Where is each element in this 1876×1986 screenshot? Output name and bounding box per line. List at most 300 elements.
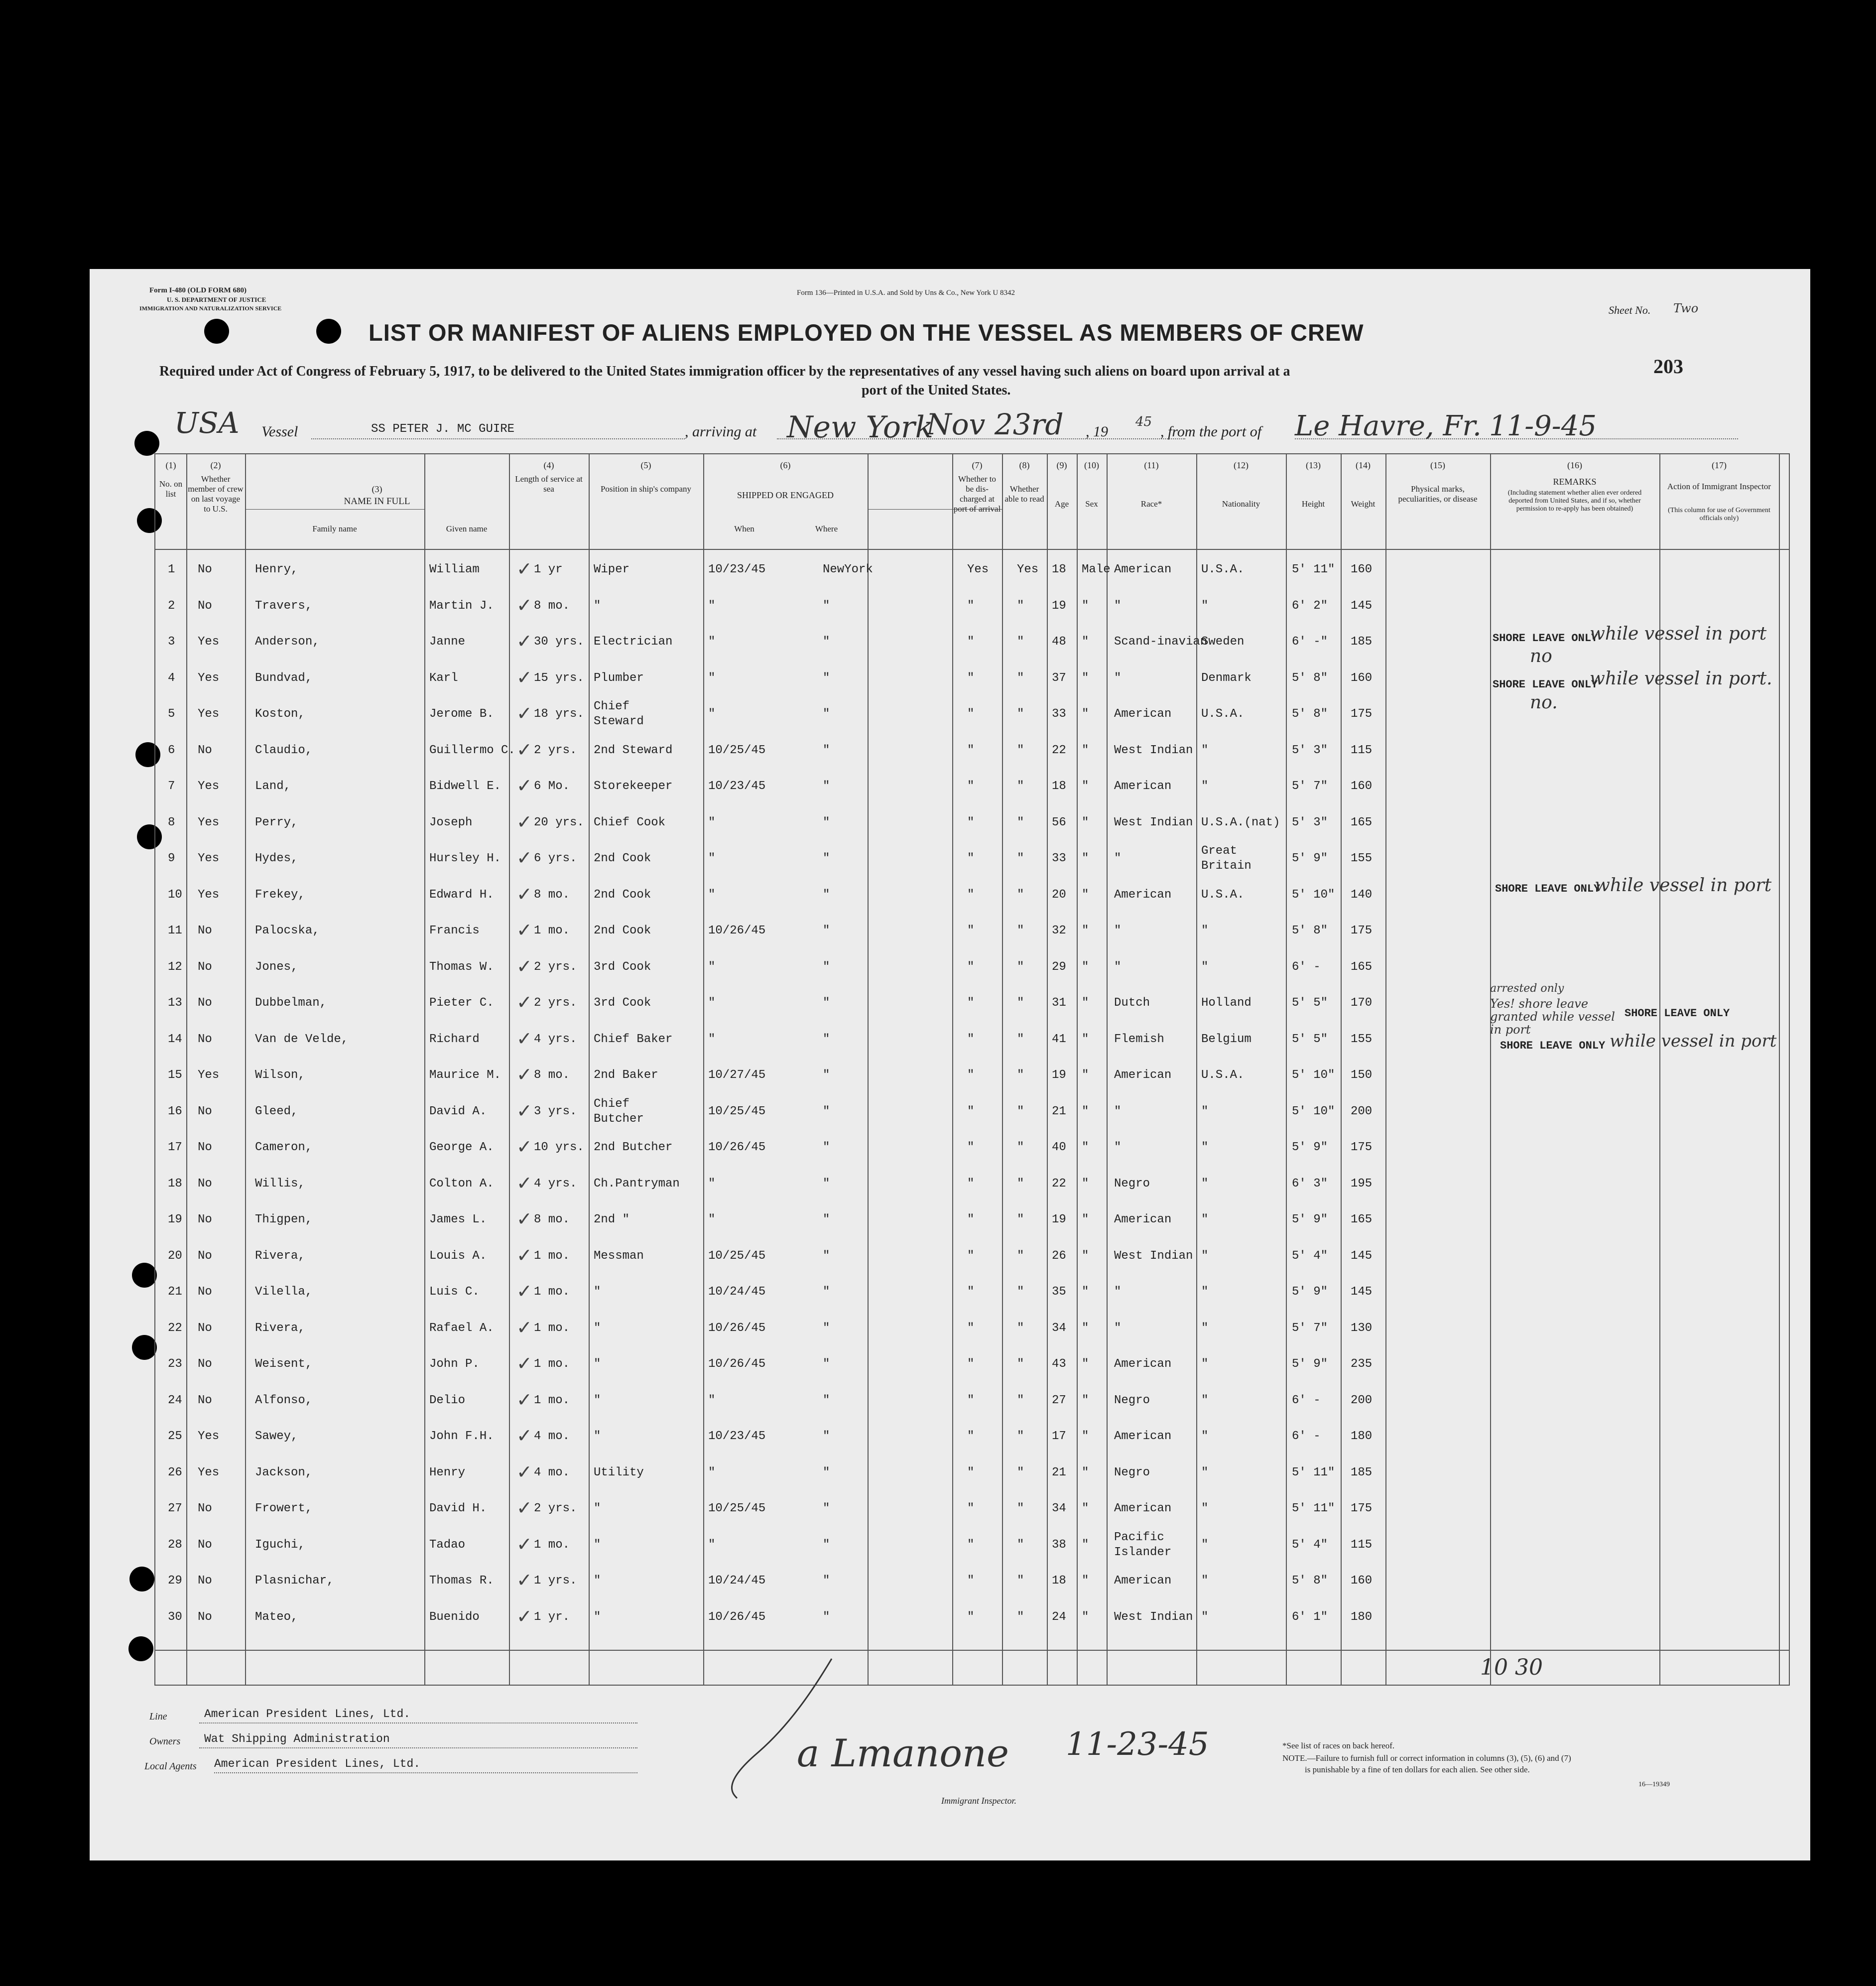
nationality-cell: "	[1201, 1285, 1209, 1299]
race-cell: "	[1114, 671, 1122, 685]
table-row	[155, 1313, 1789, 1348]
header-weight: Weight	[1351, 499, 1376, 509]
row-number: 21	[168, 1285, 182, 1299]
row-number: 7	[168, 780, 175, 793]
position-cell: Plumber	[594, 671, 644, 685]
row-number: 24	[168, 1393, 182, 1407]
race-cell: "	[1114, 924, 1122, 937]
given-name-cell: Delio	[429, 1393, 466, 1407]
check-mark-icon: ✓	[516, 775, 532, 796]
table-row	[155, 735, 1789, 771]
header-race: Race*	[1140, 499, 1162, 509]
position-cell: 2nd Cook	[594, 924, 651, 937]
service-cell: 1 mo.	[534, 1538, 570, 1552]
family-name-cell: Thigpen,	[255, 1213, 313, 1226]
crew-table	[154, 453, 1790, 1686]
position-cell: "	[594, 1610, 601, 1624]
age-cell: 18	[1052, 1574, 1066, 1588]
service-cell: 4 yrs.	[534, 1032, 577, 1046]
service-cell: 1 mo.	[534, 1357, 570, 1371]
race-cell: Dutch	[1114, 996, 1150, 1010]
race-cell: American	[1114, 1357, 1172, 1371]
height-cell: 5' 10"	[1292, 1104, 1335, 1118]
table-row	[155, 1168, 1789, 1204]
signature-date: 11-23-45	[1066, 1726, 1209, 1763]
race-cell: Negro	[1114, 1177, 1150, 1191]
col-number: (1)	[165, 460, 176, 470]
row-number: 13	[168, 996, 182, 1010]
race-cell: West Indian	[1114, 1610, 1193, 1624]
given-name-cell: Janne	[429, 635, 466, 649]
family-name-cell: Iguchi,	[255, 1538, 305, 1552]
remarks-row-13-typed: SHORE LEAVE ONLY	[1625, 1007, 1730, 1020]
given-name-cell: George A.	[429, 1141, 494, 1154]
when-cell: "	[708, 960, 716, 974]
table-row	[155, 1204, 1789, 1240]
discharged-cell: "	[967, 1393, 975, 1407]
age-cell: 35	[1052, 1285, 1066, 1299]
table-row	[155, 1276, 1789, 1312]
discharged-cell: "	[967, 599, 975, 613]
where-cell: "	[823, 1213, 830, 1226]
when-cell: 10/27/45	[708, 1068, 766, 1082]
table-row	[155, 915, 1789, 951]
nationality-cell: "	[1201, 924, 1209, 937]
read-cell: "	[1017, 1465, 1024, 1479]
family-name-cell: Cameron,	[255, 1141, 313, 1154]
sex-cell: "	[1082, 1465, 1089, 1479]
remarks-row-9-handwritten: while vessel in port	[1595, 875, 1772, 896]
discharged-cell: "	[967, 743, 975, 757]
family-name-cell: Alfonso,	[255, 1393, 313, 1407]
height-cell: 6' 3"	[1292, 1177, 1328, 1191]
member-cell: Yes	[198, 671, 220, 685]
member-cell: No	[198, 1393, 212, 1407]
position-cell: Storekeeper	[594, 780, 673, 793]
nationality-cell: "	[1201, 960, 1209, 974]
position-cell: "	[594, 1502, 601, 1515]
nationality-cell: Denmark	[1201, 671, 1251, 685]
sex-cell: "	[1082, 1068, 1089, 1082]
given-name-cell: Thomas R.	[429, 1574, 494, 1588]
check-mark-icon: ✓	[516, 630, 532, 652]
where-cell: "	[823, 1249, 830, 1263]
age-cell: 18	[1052, 563, 1066, 576]
service-cell: 1 mo.	[534, 924, 570, 937]
punch-hole	[128, 1636, 153, 1661]
family-name-cell: Henry,	[255, 563, 298, 576]
read-cell: "	[1017, 1177, 1024, 1191]
service-cell: 4 mo.	[534, 1465, 570, 1479]
check-mark-icon: ✓	[516, 1460, 532, 1483]
header-action: Action of Immigrant Inspector	[1667, 482, 1771, 491]
table-row	[155, 1240, 1789, 1276]
col-number: (3)	[372, 484, 382, 494]
member-cell: Yes	[198, 888, 220, 902]
weight-cell: 160	[1351, 563, 1373, 576]
read-cell: "	[1017, 1213, 1024, 1226]
sex-cell: "	[1082, 743, 1089, 757]
discharged-cell: Yes	[967, 563, 989, 576]
table-row	[155, 843, 1789, 879]
age-cell: 38	[1052, 1538, 1066, 1552]
read-cell: "	[1017, 996, 1024, 1010]
age-cell: 33	[1052, 852, 1066, 865]
sex-cell: "	[1082, 1213, 1089, 1226]
height-cell: 5' 8"	[1292, 707, 1328, 721]
nationality-cell: U.S.A.(nat)	[1201, 815, 1280, 829]
nationality-cell: "	[1201, 743, 1209, 757]
nationality-cell: "	[1201, 1213, 1209, 1226]
when-cell: 10/25/45	[708, 1502, 766, 1515]
remarks-row-3-typed: SHORE LEAVE ONLY	[1493, 632, 1598, 645]
when-cell: 10/25/45	[708, 1104, 766, 1118]
age-cell: 19	[1052, 1068, 1066, 1082]
race-cell: American	[1114, 1574, 1172, 1588]
age-cell: 17	[1052, 1430, 1066, 1443]
weight-cell: 160	[1351, 671, 1373, 685]
nationality-cell: "	[1201, 1538, 1209, 1552]
member-cell: No	[198, 1213, 212, 1226]
given-name-cell: Louis A.	[429, 1249, 487, 1263]
member-cell: Yes	[198, 852, 220, 865]
position-cell: "	[594, 1357, 601, 1371]
member-cell: No	[198, 599, 212, 613]
member-cell: No	[198, 1249, 212, 1263]
row-number: 8	[168, 815, 175, 829]
position-cell: Wiper	[594, 563, 630, 576]
age-cell: 26	[1052, 1249, 1066, 1263]
nationality-cell: "	[1201, 1177, 1209, 1191]
height-cell: 6' -	[1292, 1430, 1321, 1443]
given-name-cell: Karl	[429, 671, 458, 685]
sex-cell: "	[1082, 960, 1089, 974]
discharged-cell: "	[967, 1213, 975, 1226]
signature-flourish	[727, 1654, 837, 1803]
check-mark-icon: ✓	[516, 1425, 532, 1447]
remarks-row-13-handwritten: Yes! shore leave granted while vessel in port	[1490, 997, 1615, 1037]
row-number: 27	[168, 1502, 182, 1515]
when-cell: 10/23/45	[708, 780, 766, 793]
col-number: (16)	[1567, 460, 1582, 470]
inspector-label: Immigrant Inspector.	[941, 1796, 1016, 1806]
where-cell: "	[823, 996, 830, 1010]
where-cell: "	[823, 671, 830, 685]
given-name-cell: Jerome B.	[429, 707, 494, 721]
read-cell: "	[1017, 1104, 1024, 1118]
age-cell: 21	[1052, 1465, 1066, 1479]
position-cell: 2nd Steward	[594, 743, 673, 757]
table-row	[155, 1601, 1789, 1637]
weight-cell: 165	[1351, 960, 1373, 974]
member-cell: Yes	[198, 707, 220, 721]
read-cell: "	[1017, 671, 1024, 685]
height-cell: 5' 8"	[1292, 924, 1328, 937]
height-cell: 6' 1"	[1292, 1610, 1328, 1624]
service-cell: 8 mo.	[534, 599, 570, 613]
age-cell: 22	[1052, 1177, 1066, 1191]
sheet-number: Two	[1673, 301, 1699, 315]
position-cell: Messman	[594, 1249, 644, 1263]
family-name-cell: Palocska,	[255, 924, 320, 937]
family-name-cell: Koston,	[255, 707, 305, 721]
discharged-cell: "	[967, 1502, 975, 1515]
when-cell: "	[708, 671, 716, 685]
nationality-cell: U.S.A.	[1201, 707, 1245, 721]
read-cell: "	[1017, 888, 1024, 902]
race-cell: West Indian	[1114, 743, 1193, 757]
position-cell: 2nd Cook	[594, 852, 651, 865]
row-number: 22	[168, 1321, 182, 1335]
check-mark-icon: ✓	[516, 558, 532, 580]
height-cell: 6' -	[1292, 1393, 1321, 1407]
check-mark-icon: ✓	[516, 1063, 532, 1085]
sex-cell: "	[1082, 1430, 1089, 1443]
check-mark-icon: ✓	[516, 1172, 532, 1194]
weight-cell: 160	[1351, 780, 1373, 793]
where-cell: "	[823, 1177, 830, 1191]
member-cell: Yes	[198, 1430, 220, 1443]
when-cell: "	[708, 1213, 716, 1226]
read-cell: Yes	[1017, 563, 1039, 576]
check-mark-icon: ✓	[516, 666, 532, 688]
nationality-cell: U.S.A.	[1201, 888, 1245, 902]
discharged-cell: "	[967, 1249, 975, 1263]
header-nationality: Nationality	[1222, 499, 1260, 509]
check-mark-icon: ✓	[516, 1208, 532, 1230]
service-cell: 18 yrs.	[534, 707, 584, 721]
header-member: Whether member of crew on last voyage to U.S.	[188, 474, 244, 514]
when-cell: 10/23/45	[708, 1430, 766, 1443]
where-cell: "	[823, 1357, 830, 1371]
race-cell: American	[1114, 780, 1172, 793]
race-cell: West Indian	[1114, 815, 1193, 829]
discharged-cell: "	[967, 1574, 975, 1588]
nationality-cell: "	[1201, 599, 1209, 613]
margin-note: USA	[174, 406, 240, 440]
row-number: 9	[168, 852, 175, 865]
where-cell: "	[823, 1032, 830, 1046]
family-name-cell: Wilson,	[255, 1068, 305, 1082]
height-cell: 6' -"	[1292, 635, 1328, 649]
read-cell: "	[1017, 1321, 1024, 1335]
discharged-cell: "	[967, 996, 975, 1010]
position-cell: Utility	[594, 1465, 644, 1479]
member-cell: No	[198, 1032, 212, 1046]
age-cell: 32	[1052, 924, 1066, 937]
check-mark-icon: ✓	[516, 1280, 532, 1302]
when-cell: 10/24/45	[708, 1285, 766, 1299]
discharged-cell: "	[967, 1538, 975, 1552]
position-cell: Chief Baker	[594, 1032, 673, 1046]
sex-cell: "	[1082, 599, 1089, 613]
punch-hole	[132, 1335, 157, 1360]
weight-cell: 180	[1351, 1430, 1373, 1443]
discharged-cell: "	[967, 671, 975, 685]
discharged-cell: "	[967, 635, 975, 649]
service-cell: 1 mo.	[534, 1321, 570, 1335]
where-cell: "	[823, 1393, 830, 1407]
race-cell: Scand-inavian	[1114, 635, 1208, 649]
col-number: (4)	[543, 460, 554, 470]
when-cell: "	[708, 1032, 716, 1046]
given-name-cell: Rafael A.	[429, 1321, 494, 1335]
height-cell: 5' 8"	[1292, 671, 1328, 685]
table-row	[155, 807, 1789, 843]
row-number: 23	[168, 1357, 182, 1371]
header-action-note: (This column for use of Government officials only)	[1668, 507, 1770, 522]
height-cell: 5' 9"	[1292, 1141, 1328, 1154]
where-cell: "	[823, 1285, 830, 1299]
table-row	[155, 1059, 1789, 1095]
member-cell: No	[198, 1321, 212, 1335]
table-row	[155, 1348, 1789, 1384]
service-cell: 8 mo.	[534, 888, 570, 902]
remarks-row-3-no: no	[1530, 646, 1552, 666]
when-cell: 10/24/45	[708, 1574, 766, 1588]
when-cell: 10/25/45	[708, 1249, 766, 1263]
weight-cell: 115	[1351, 743, 1373, 757]
given-name-cell: Guillermo C.	[429, 743, 515, 757]
owners-value: Wat Shipping Administration	[204, 1732, 390, 1745]
given-name-cell: Thomas W.	[429, 960, 494, 974]
age-cell: 40	[1052, 1141, 1066, 1154]
col-number: (5)	[640, 460, 651, 470]
header-no-on-list: No. on list	[159, 479, 183, 499]
read-cell: "	[1017, 1610, 1024, 1624]
family-name-cell: Sawey,	[255, 1430, 298, 1443]
nationality-cell: "	[1201, 1104, 1209, 1118]
when-cell: "	[708, 1393, 716, 1407]
discharged-cell: "	[967, 888, 975, 902]
discharged-cell: "	[967, 707, 975, 721]
height-cell: 5' 11"	[1292, 563, 1335, 576]
where-cell: "	[823, 815, 830, 829]
when-cell: 10/23/45	[708, 563, 766, 576]
height-cell: 5' 7"	[1292, 780, 1328, 793]
col-number: (9)	[1056, 460, 1067, 470]
row-number: 16	[168, 1104, 182, 1118]
when-cell: "	[708, 1177, 716, 1191]
service-cell: 1 yrs.	[534, 1574, 577, 1588]
member-cell: No	[198, 1177, 212, 1191]
read-cell: "	[1017, 1249, 1024, 1263]
discharged-cell: "	[967, 1141, 975, 1154]
table-row	[155, 1493, 1789, 1529]
weight-cell: 175	[1351, 1502, 1373, 1515]
given-name-cell: Bidwell E.	[429, 780, 501, 793]
race-cell: Pacific Islander	[1114, 1530, 1172, 1559]
sex-cell: "	[1082, 780, 1089, 793]
row-number: 14	[168, 1032, 182, 1046]
weight-cell: 115	[1351, 1538, 1373, 1552]
check-mark-icon: ✓	[516, 955, 532, 977]
vessel-label: Vessel	[261, 423, 298, 440]
when-cell: "	[708, 635, 716, 649]
age-cell: 19	[1052, 599, 1066, 613]
nationality-cell: "	[1201, 1610, 1209, 1624]
read-cell: "	[1017, 743, 1024, 757]
weight-cell: 175	[1351, 924, 1373, 937]
weight-cell: 175	[1351, 1141, 1373, 1154]
service-cell: 4 yrs.	[534, 1177, 577, 1191]
height-cell: 5' 7"	[1292, 1321, 1328, 1335]
family-name-cell: Rivera,	[255, 1249, 305, 1263]
discharged-cell: "	[967, 1430, 975, 1443]
age-cell: 34	[1052, 1321, 1066, 1335]
service-cell: 1 yr	[534, 563, 563, 576]
nationality-cell: "	[1201, 1502, 1209, 1515]
position-cell: "	[594, 1321, 601, 1335]
arriving-label: , arriving at	[685, 423, 757, 440]
read-cell: "	[1017, 1502, 1024, 1515]
height-cell: 6' -	[1292, 960, 1321, 974]
read-cell: "	[1017, 1141, 1024, 1154]
col-number: (15)	[1430, 460, 1445, 470]
member-cell: No	[198, 1141, 212, 1154]
race-note: *See list of races on back hereof.	[1282, 1741, 1395, 1750]
col-number: (14)	[1356, 460, 1371, 470]
age-cell: 27	[1052, 1393, 1066, 1407]
weight-cell: 160	[1351, 1574, 1373, 1588]
height-cell: 5' 10"	[1292, 1068, 1335, 1082]
position-cell: Chief Butcher	[594, 1097, 644, 1126]
from-port: Le Havre, Fr.	[1295, 410, 1482, 442]
height-cell: 5' 10"	[1292, 888, 1335, 902]
sex-cell: "	[1082, 1177, 1089, 1191]
weight-cell: 165	[1351, 815, 1373, 829]
family-name-cell: Frekey,	[255, 888, 305, 902]
nationality-cell: Belgium	[1201, 1032, 1251, 1046]
discharged-cell: "	[967, 1177, 975, 1191]
departure-date: 11-9-45	[1489, 410, 1597, 442]
col-number: (13)	[1306, 460, 1321, 470]
where-cell: "	[823, 1430, 830, 1443]
where-cell: "	[823, 1574, 830, 1588]
check-mark-icon: ✓	[516, 1316, 532, 1338]
height-cell: 6' 2"	[1292, 599, 1328, 613]
form-code: 16—19349	[1638, 1781, 1670, 1788]
given-name-cell: Maurice M.	[429, 1068, 501, 1082]
department-label: U. S. DEPARTMENT OF JUSTICE	[167, 296, 266, 303]
position-cell: Electrician	[594, 635, 673, 649]
where-cell: "	[823, 743, 830, 757]
header-remarks: REMARKS	[1553, 477, 1597, 487]
service-cell: 2 yrs.	[534, 960, 577, 974]
row-number: 15	[168, 1068, 182, 1082]
check-mark-icon: ✓	[516, 810, 532, 833]
family-name-cell: Plasnichar,	[255, 1574, 334, 1588]
service-cell: 3 yrs.	[534, 1104, 577, 1118]
weight-cell: 140	[1351, 888, 1373, 902]
member-cell: Yes	[198, 780, 220, 793]
table-row	[155, 951, 1789, 987]
where-cell: "	[823, 888, 830, 902]
race-cell: "	[1114, 852, 1122, 865]
position-cell: "	[594, 1393, 601, 1407]
family-name-cell: Vilella,	[255, 1285, 313, 1299]
read-cell: "	[1017, 1032, 1024, 1046]
member-cell: No	[198, 1574, 212, 1588]
height-cell: 5' 9"	[1292, 1213, 1328, 1226]
given-name-cell: John P.	[429, 1357, 480, 1371]
check-mark-icon: ✓	[516, 847, 532, 869]
remarks-row-14-typed: SHORE LEAVE ONLY	[1500, 1040, 1606, 1052]
sex-cell: "	[1082, 1285, 1089, 1299]
age-cell: 24	[1052, 1610, 1066, 1624]
check-mark-icon: ✓	[516, 1605, 532, 1627]
position-cell: "	[594, 599, 601, 613]
